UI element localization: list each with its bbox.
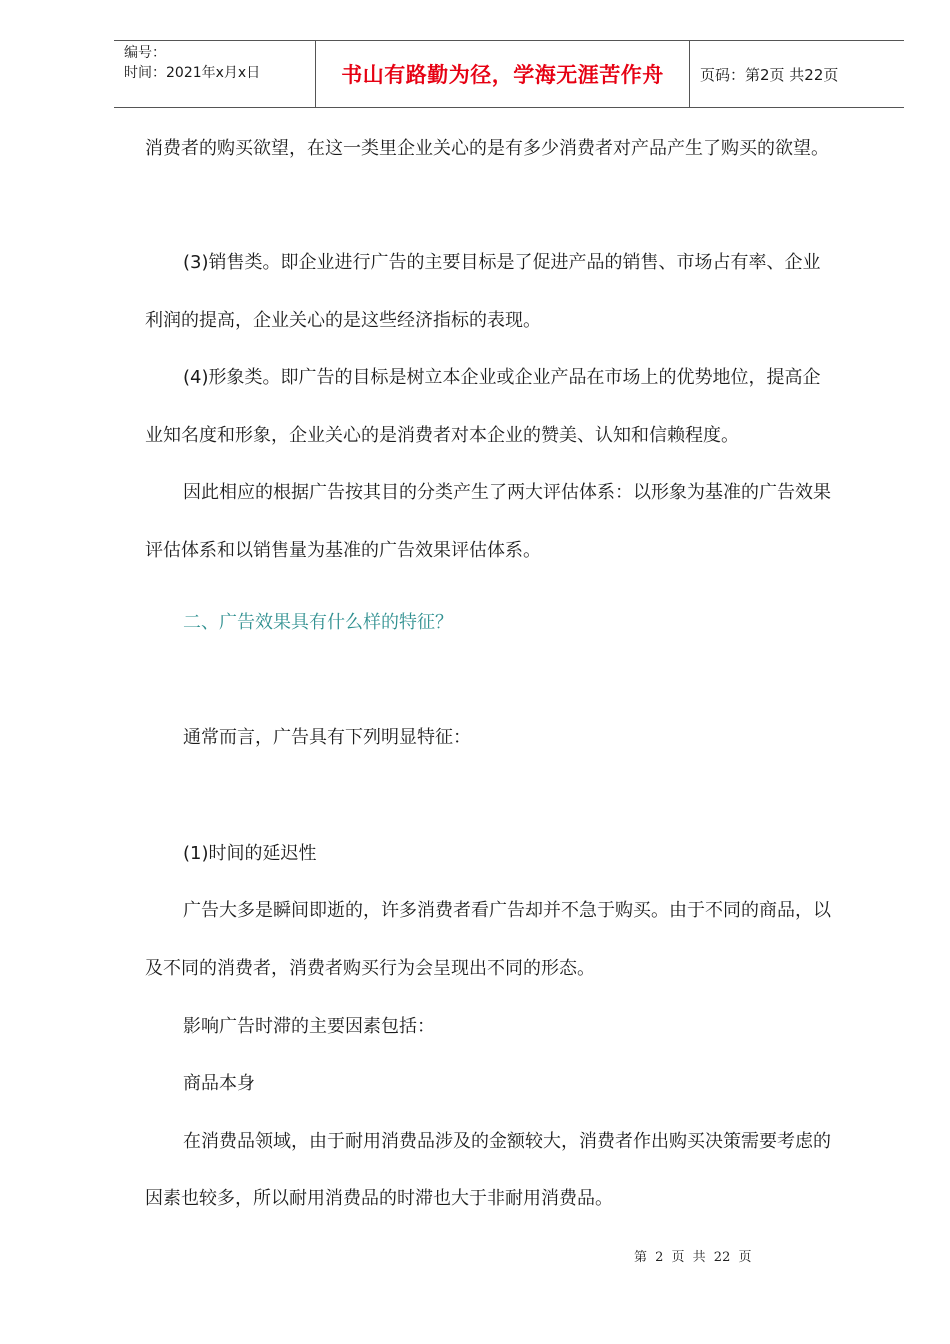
paragraph-line: 因素也较多，所以耐用消费品的时滞也大于非耐用消费品。 bbox=[145, 1188, 613, 1209]
paragraph-line: 在消费品领域，由于耐用消费品涉及的金额较大，消费者作出购买决策需要考虑的 bbox=[183, 1131, 831, 1152]
paragraph-line: 业知名度和形象，企业关心的是消费者对本企业的赞美、认知和信赖程度。 bbox=[145, 425, 739, 446]
paragraph-line: 及不同的消费者，消费者购买行为会呈现出不同的形态。 bbox=[145, 958, 595, 979]
header-motto: 书山有路勤为径，学海无涯苦作舟 bbox=[316, 41, 690, 107]
paragraph-line: (4)形象类。即广告的目标是树立本企业或企业产品在市场上的优势地位，提高企 bbox=[183, 367, 821, 388]
paragraph-line: 通常而言，广告具有下列明显特征： bbox=[183, 727, 471, 748]
paragraph-line: (1)时间的延迟性 bbox=[183, 843, 317, 864]
header-page-info: 页码：第2页 共22页 bbox=[700, 65, 839, 84]
serial-label: 编号： bbox=[124, 45, 166, 61]
page-footer: 第 2 页 共 22 页 bbox=[634, 1250, 752, 1265]
paragraph-line: 因此相应的根据广告按其目的分类产生了两大评估体系：以形象为基准的广告效果 bbox=[183, 482, 831, 503]
paragraph-line: 广告大多是瞬间即逝的，许多消费者看广告却并不急于购买。由于不同的商品，以 bbox=[183, 900, 831, 921]
paragraph-line: 评估体系和以销售量为基准的广告效果评估体系。 bbox=[145, 540, 541, 561]
time-label: 时间：2021年x月x日 bbox=[124, 65, 261, 81]
section-heading: 二、广告效果具有什么样的特征？ bbox=[183, 612, 453, 633]
paragraph-line: 消费者的购买欲望，在这一类里企业关心的是有多少消费者对产品产生了购买的欲望。 bbox=[145, 138, 829, 159]
paragraph-line: 利润的提高，企业关心的是这些经济指标的表现。 bbox=[145, 310, 541, 331]
paragraph-line: 商品本身 bbox=[183, 1073, 255, 1094]
paragraph-line: (3)销售类。即企业进行广告的主要目标是了促进产品的销售、市场占有率、企业 bbox=[183, 252, 821, 273]
paragraph-line: 影响广告时滞的主要因素包括： bbox=[183, 1016, 435, 1037]
